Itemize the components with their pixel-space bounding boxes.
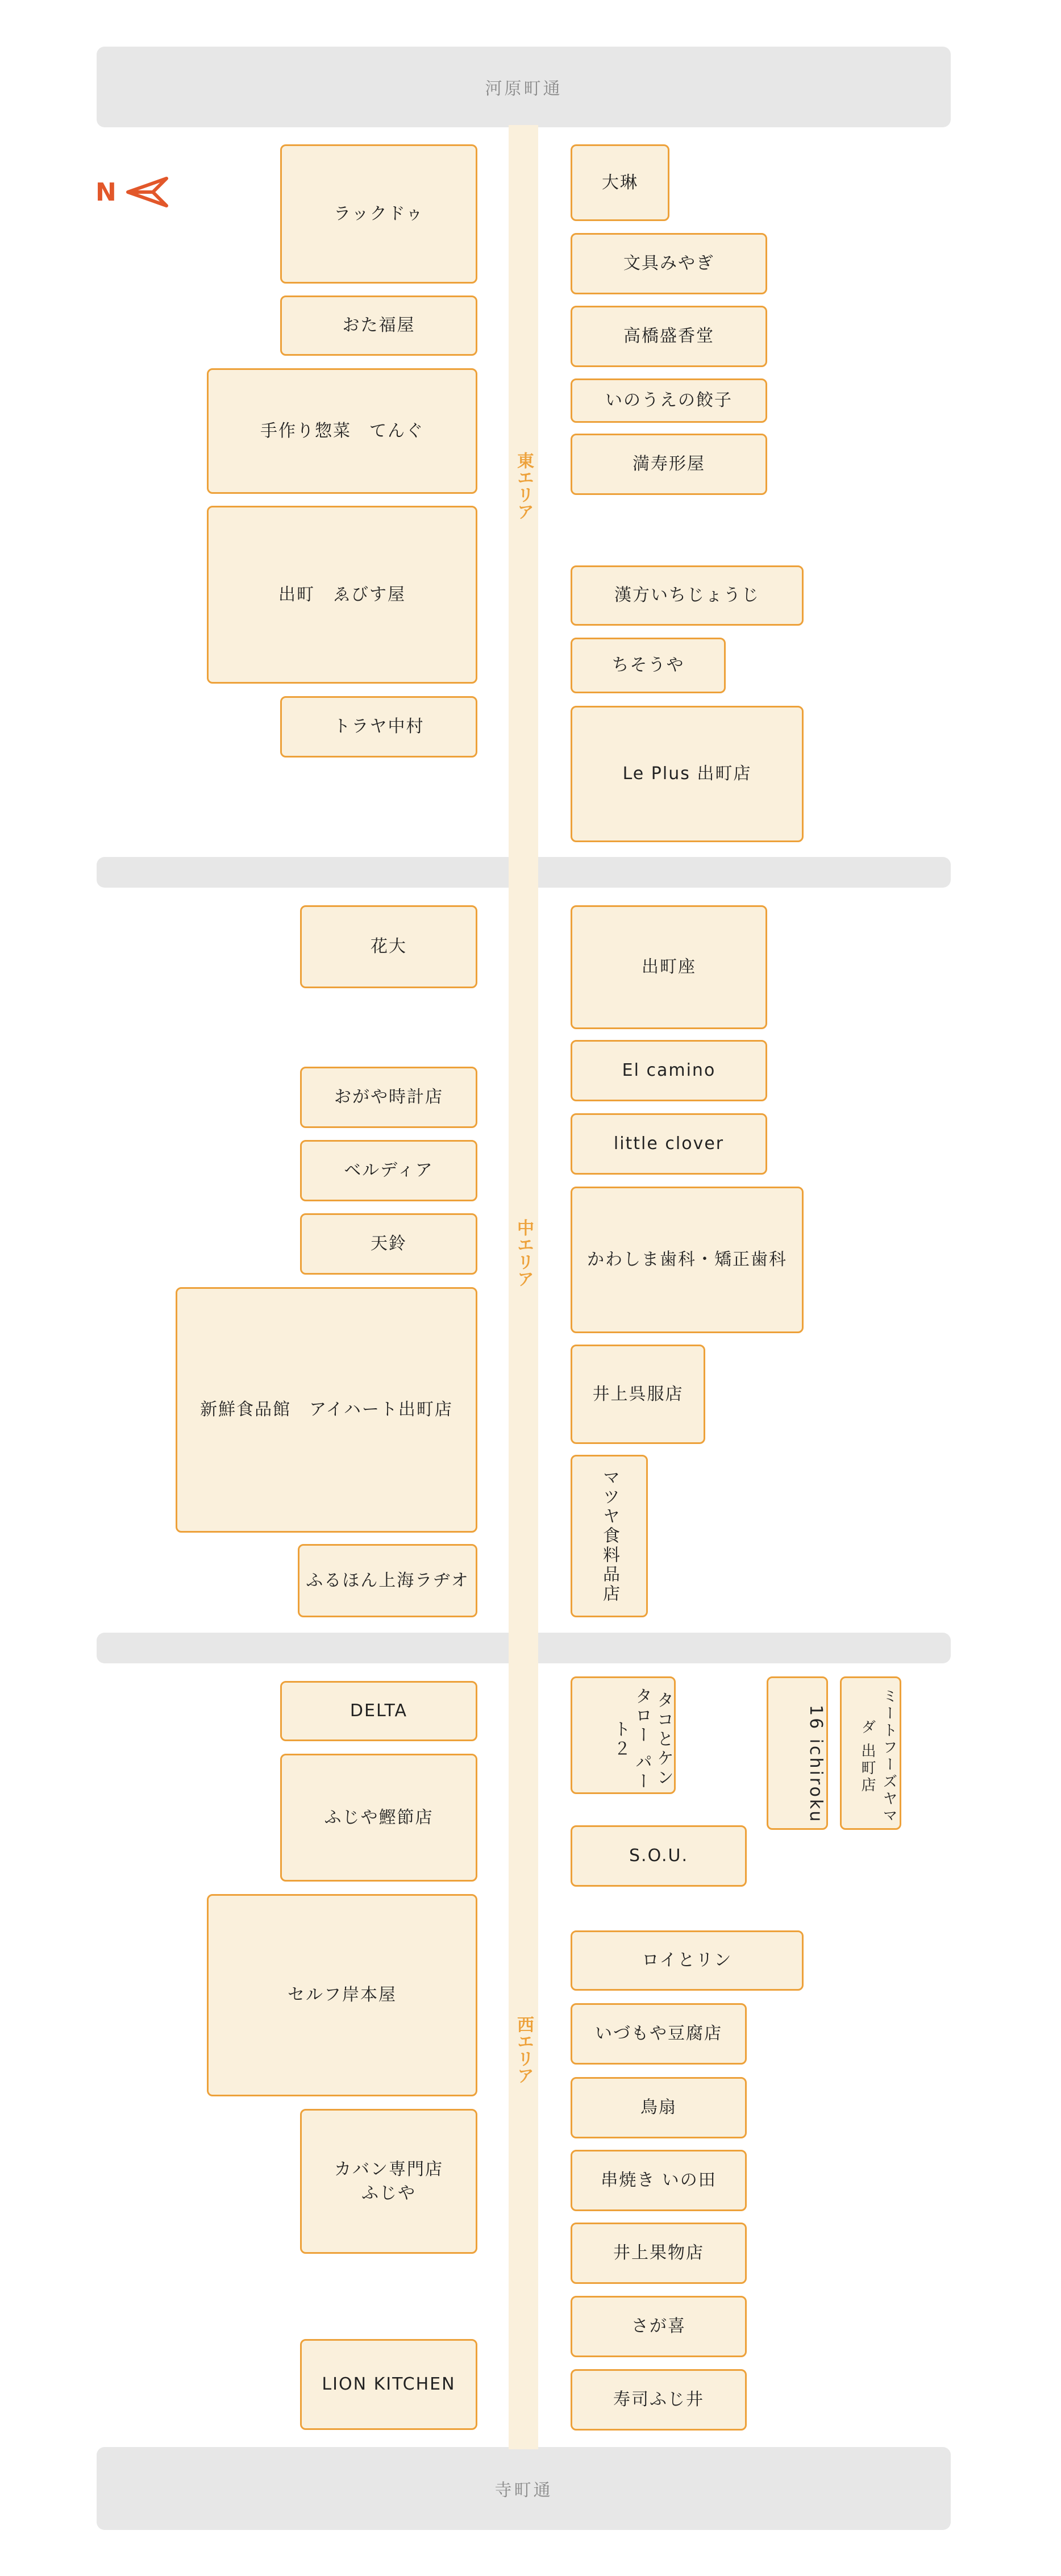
shop-kushiyaki-inoda[interactable]	[571, 2150, 747, 2211]
shop-takahashi-seikodo[interactable]	[571, 306, 767, 367]
shop-tako-to-kentaro[interactable]	[571, 1676, 676, 1794]
shop-matsuya-shokuryohinten[interactable]	[571, 1455, 648, 1617]
shop-el-camino[interactable]	[571, 1040, 767, 1101]
shop-name: ベルディア	[344, 1160, 434, 1180]
shop-kawashima-dental[interactable]	[571, 1187, 804, 1333]
shop-izumoya-tofu[interactable]	[571, 2003, 747, 2065]
area-label-west	[509, 2016, 538, 2088]
area-label-central	[509, 1219, 538, 1292]
area-label-east	[509, 452, 538, 525]
shop-masugataya[interactable]	[571, 434, 767, 495]
shop-hanadai[interactable]	[300, 905, 477, 988]
shop-torisen[interactable]	[571, 2077, 747, 2138]
shop-self-kishimotoya[interactable]	[207, 1894, 477, 2096]
shop-name: カバン専門店 ふじや	[334, 2159, 443, 2203]
shop-name: El camino	[622, 1060, 716, 1080]
shop-sushi-fujii[interactable]	[571, 2369, 747, 2431]
shop-name: セルフ岸本屋	[288, 1985, 397, 2005]
shop-fujiya-katsuobushi[interactable]	[280, 1754, 477, 1882]
shop-name: ミートフーズヤマダ 出町店	[859, 1688, 897, 1825]
shop-name: 新鮮食品館 アイハート出町店	[200, 1400, 453, 1420]
road-label-top: 河原町通	[485, 79, 563, 99]
area-central-text: 中エリア	[514, 1219, 534, 1287]
shop-roi-to-rin[interactable]	[571, 1930, 804, 1991]
north-arrow-icon	[124, 175, 170, 209]
road-label-bottom: 寺町通	[494, 2481, 553, 2500]
shop-name: トラヤ中村	[333, 717, 425, 736]
shop-demachiza[interactable]	[571, 905, 767, 1029]
shop-name: 手作り惣菜 てんぐ	[260, 421, 424, 441]
shop-inoue-kudamono[interactable]	[571, 2223, 747, 2284]
shop-name: S.O.U.	[629, 1846, 688, 1866]
shop-name: 天鈴	[371, 1234, 407, 1254]
compass	[95, 175, 170, 209]
shop-sou[interactable]	[571, 1825, 747, 1887]
shop-inoue-gyoza[interactable]	[571, 378, 767, 423]
shop-name: さが喜	[631, 2316, 686, 2336]
shop-name: 寿司ふじ井	[613, 2390, 704, 2409]
shop-kaban-fujiya[interactable]	[300, 2109, 477, 2254]
shop-name: 大琳	[602, 172, 638, 193]
shop-name: 満寿形屋	[633, 454, 705, 474]
shop-dairin[interactable]	[571, 144, 669, 221]
shop-tengu[interactable]	[207, 368, 477, 494]
shop-kampo-ichijoji[interactable]	[571, 565, 804, 626]
shop-name: LION KITCHEN	[322, 2374, 456, 2394]
shop-name: かわしま歯科・矯正歯科	[587, 1250, 787, 1270]
shop-verdia[interactable]	[300, 1140, 477, 1201]
shop-ebisuya[interactable]	[207, 506, 477, 684]
shop-ichiroku[interactable]	[767, 1676, 828, 1830]
area-west-text: 西エリア	[514, 2016, 534, 2084]
shop-name: 鳥扇	[640, 2098, 677, 2117]
shop-chisouya[interactable]	[571, 638, 726, 693]
shop-tenrei[interactable]	[300, 1213, 477, 1275]
shop-name: 出町座	[642, 957, 696, 977]
shop-name: おた福屋	[342, 315, 415, 335]
shop-sagaki[interactable]	[571, 2296, 747, 2357]
shop-rack-doux[interactable]	[280, 144, 477, 284]
shop-name: いのうえの餃子	[605, 390, 733, 410]
shop-name: マツヤ食料品店	[600, 1468, 619, 1604]
shop-name: 文具みやぎ	[623, 253, 714, 273]
shop-name: 16 ichiroku	[806, 1705, 826, 1824]
road-teramachi	[97, 2447, 951, 2530]
shop-little-clover[interactable]	[571, 1113, 767, 1175]
shop-name: ちそうや	[611, 655, 685, 675]
shop-inoue-gofukuten[interactable]	[571, 1345, 705, 1444]
shop-bungu-miyagi[interactable]	[571, 233, 767, 294]
shop-delta[interactable]	[280, 1681, 477, 1741]
shop-name: Le Plus 出町店	[622, 764, 752, 784]
shop-lion-kitchen[interactable]	[300, 2339, 477, 2430]
shop-shanghai-radio[interactable]	[298, 1544, 477, 1617]
shop-name: 井上果物店	[613, 2243, 704, 2263]
shop-name: いづもや豆腐店	[595, 2024, 722, 2044]
shop-name: ふるほん上海ラヂオ	[306, 1570, 469, 1591]
shop-iheart[interactable]	[176, 1287, 477, 1533]
shop-name: 串焼き いの田	[601, 2170, 717, 2190]
shop-name: 高橋盛香堂	[623, 326, 714, 346]
shop-name: little clover	[613, 1134, 725, 1154]
shop-name: 花大	[371, 937, 407, 956]
shop-meat-foods-yamada[interactable]	[840, 1676, 901, 1830]
shop-name: タコとケンタロー パート２	[610, 1687, 673, 1792]
shop-name: 井上呉服店	[592, 1384, 684, 1404]
shop-otafukuya[interactable]	[280, 296, 477, 356]
area-east-text: 東エリア	[514, 452, 534, 520]
shop-name: 出町 ゑびす屋	[278, 584, 406, 605]
shop-name: 漢方いちじょうじ	[614, 585, 760, 605]
compass-letter: N	[95, 177, 116, 207]
shop-name: ふじや鰹節店	[324, 1807, 434, 1828]
shop-toraya-nakamura[interactable]	[280, 696, 477, 758]
road-kawaramachi	[97, 47, 951, 127]
shop-ogaya-tokeiten[interactable]	[300, 1067, 477, 1128]
shop-name: ラックドゥ	[334, 203, 424, 224]
shop-le-plus[interactable]	[571, 706, 804, 842]
shop-name: DELTA	[349, 1701, 408, 1721]
shop-name: ロイとリン	[642, 1950, 733, 1970]
shop-name: おがや時計店	[334, 1087, 443, 1107]
